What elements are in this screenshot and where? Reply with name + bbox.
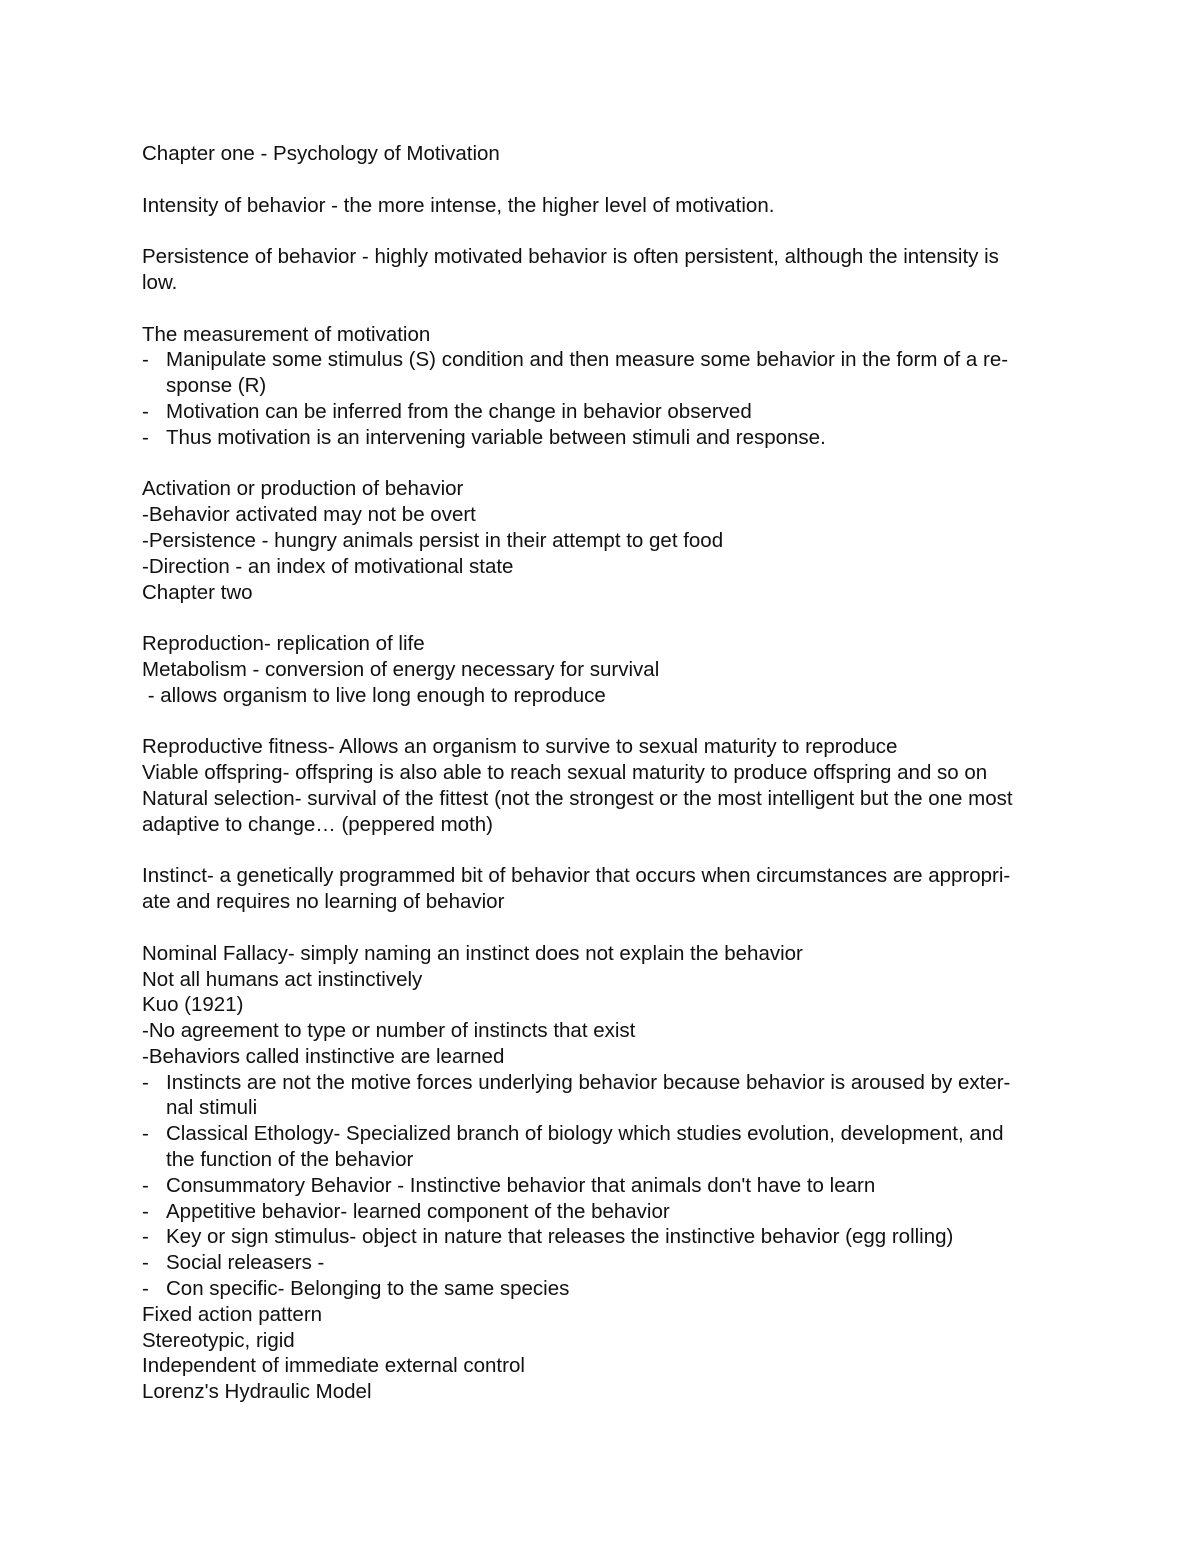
list-item-text: Consummatory Behavior - Instinctive behavior that animals don't have to learn — [166, 1173, 876, 1197]
paragraph-intensity: Intensity of behavior - the more intense, the higher level of motivation. — [142, 193, 775, 217]
reproduction-definition: Reproduction- replication of life — [142, 632, 425, 656]
metabolism-note: - allows organism to live long enough to reproduce — [142, 683, 606, 707]
list-item — [142, 399, 1062, 425]
spacer — [142, 167, 1062, 193]
spacer — [142, 296, 1062, 322]
spacer — [142, 451, 1062, 477]
lorenz-model: Lorenz's Hydraulic Model — [142, 1380, 372, 1404]
fixed-action-pattern: Fixed action pattern — [142, 1302, 323, 1326]
list-item-text: Appetitive behavior- learned component of the behavior — [166, 1199, 670, 1223]
list-item — [142, 1250, 1062, 1276]
kuo-item: -Behaviors called instinctive are learned — [142, 1044, 505, 1068]
kuo-item: -No agreement to type or number of instincts that exist — [142, 1019, 636, 1043]
paragraph-persistence-line-2: low. — [142, 270, 178, 294]
not-all-humans: Not all humans act instinctively — [142, 967, 423, 991]
activation-item: -Direction - an index of motivational state — [142, 554, 514, 578]
list-item-text: Instincts are not the motive forces underlying behavior because behavior is aroused by exter- — [166, 1070, 1011, 1094]
list-item — [142, 1070, 1062, 1122]
list-item — [142, 1224, 1062, 1250]
chapter-two-heading: Chapter two — [142, 580, 253, 604]
spacer — [142, 838, 1062, 864]
list-item-text-continued: the function of the behavior — [166, 1148, 414, 1172]
nominal-fallacy: Nominal Fallacy- simply naming an instinct does not explain the behavior — [142, 941, 803, 965]
list-item-text: Motivation can be inferred from the change in behavior observed — [166, 399, 752, 423]
list-item-text-continued: nal stimuli — [166, 1096, 258, 1120]
list-item-text-continued: sponse (R) — [166, 374, 267, 398]
list-item-text: Classical Ethology- Specialized branch of biology which studies evolution, development, and — [166, 1122, 1004, 1146]
activation-heading: Activation or production of behavior — [142, 477, 464, 501]
bullet-dash: - — [142, 1199, 149, 1223]
instinct-definition-line-1: Instinct- a genetically programmed bit of behavior that occurs when circumstances are appropri- — [142, 864, 1011, 888]
bullet-dash: - — [142, 1225, 149, 1249]
activation-item: -Persistence - hungry animals persist in their attempt to get food — [142, 528, 724, 552]
list-item-text: Social releasers - — [166, 1251, 325, 1275]
list-item-text: Key or sign stimulus- object in nature that releases the instinctive behavior (egg rolling) — [166, 1225, 954, 1249]
bullet-dash: - — [142, 425, 149, 449]
list-item — [142, 1121, 1062, 1173]
bullet-dash: - — [142, 1122, 149, 1146]
independent-control: Independent of immediate external control — [142, 1354, 525, 1378]
measurement-heading: The measurement of motivation — [142, 322, 431, 346]
list-item-text: Manipulate some stimulus (S) condition and then measure some behavior in the form of a re- — [166, 348, 1009, 372]
viable-offspring-definition: Viable offspring- offspring is also able to reach sexual maturity to produce offspring and so on — [142, 761, 988, 785]
bullet-dash: - — [142, 1251, 149, 1275]
list-item — [142, 1199, 1062, 1225]
stereotypic: Stereotypic, rigid — [142, 1328, 295, 1352]
spacer — [142, 218, 1062, 244]
fitness-definition: Reproductive fitness- Allows an organism to survive to sexual maturity to reproduce — [142, 735, 898, 759]
measurement-list — [142, 347, 1062, 450]
bullet-dash: - — [142, 1277, 149, 1301]
bullet-dash: - — [142, 1173, 149, 1197]
instinct-definition-line-2: ate and requires no learning of behavior — [142, 890, 505, 914]
activation-item: -Behavior activated may not be overt — [142, 503, 476, 527]
list-item-text: Thus motivation is an intervening variable between stimuli and response. — [166, 425, 826, 449]
natural-selection-line-2: adaptive to change… (peppered moth) — [142, 812, 494, 836]
page-title: Chapter one - Psychology of Motivation — [142, 142, 500, 165]
kuo-heading: Kuo (1921) — [142, 993, 244, 1017]
list-item — [142, 1276, 1062, 1302]
list-item — [142, 1173, 1062, 1199]
bullet-dash: - — [142, 399, 149, 423]
spacer — [142, 709, 1062, 735]
document-body — [142, 141, 1062, 1405]
bullet-dash: - — [142, 348, 149, 372]
paragraph-persistence-line-1: Persistence of behavior - highly motivated behavior is often persistent, although the intensity is — [142, 245, 999, 269]
list-item-text: Con specific- Belonging to the same species — [166, 1277, 570, 1301]
list-item — [142, 347, 1062, 399]
list-item — [142, 425, 1062, 451]
natural-selection-line-1: Natural selection- survival of the fittest (not the strongest or the most intelligent but the one most — [142, 786, 1013, 810]
metabolism-definition: Metabolism - conversion of energy necessary for survival — [142, 657, 660, 681]
bullet-dash: - — [142, 1070, 149, 1094]
kuo-list — [142, 1070, 1062, 1302]
spacer — [142, 915, 1062, 941]
spacer — [142, 605, 1062, 631]
